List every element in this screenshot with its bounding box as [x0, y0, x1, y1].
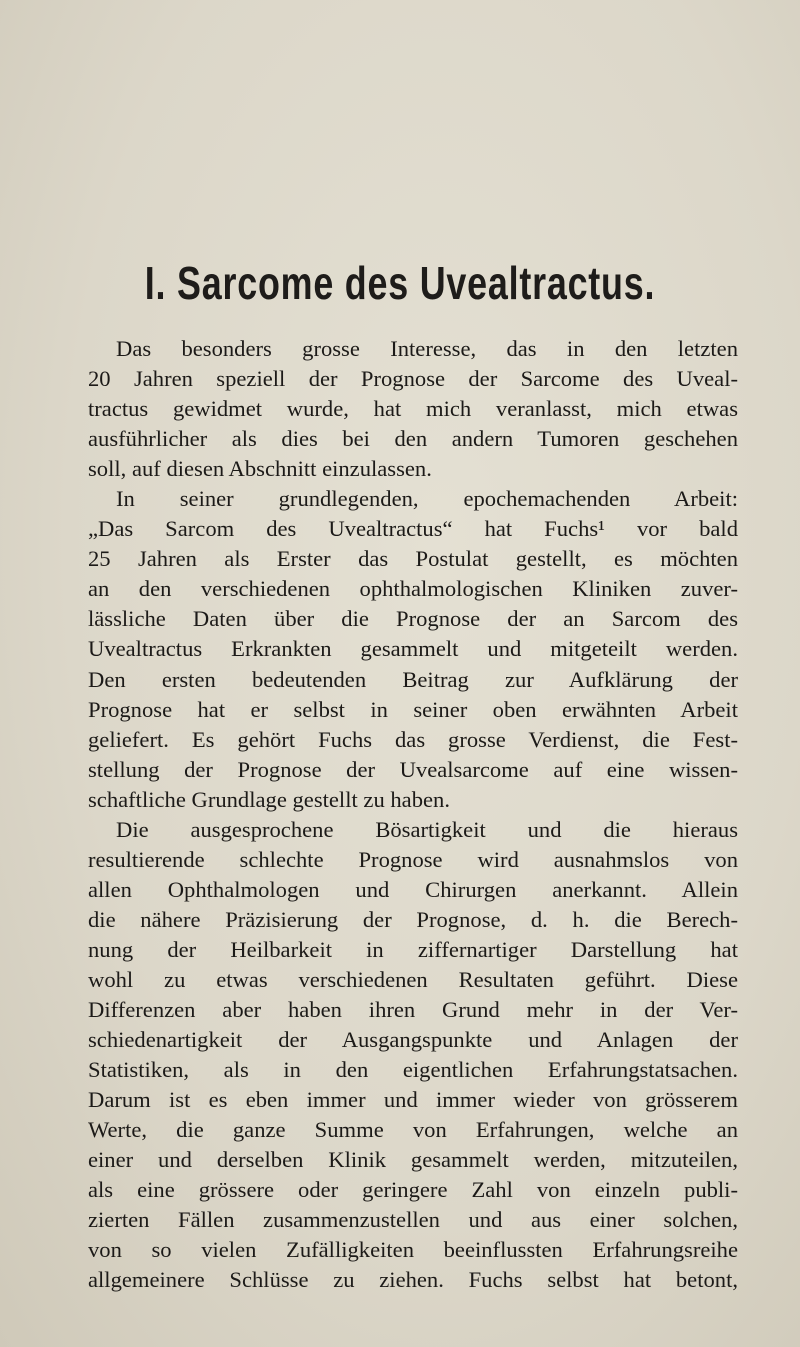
text-line: einer und derselben Klinik gesammelt werden, mitzuteilen,	[88, 1147, 738, 1173]
text-line: nung der Heilbarkeit in ziffernartiger Darstellung hat	[88, 936, 738, 962]
text-line: soll, auf diesen Abschnitt einzulassen.	[88, 456, 432, 482]
text-line: Die ausgesprochene Bösartigkeit und die hieraus	[116, 816, 738, 842]
text-line: resultierende schlechte Prognose wird ausnahmslos von	[88, 846, 738, 872]
text-line: Statistiken, als in den eigentlichen Erfahrungstatsachen.	[88, 1057, 738, 1083]
text-line: von so vielen Zufälligkeiten beeinflussten Erfahrungsreihe	[88, 1237, 738, 1263]
text-line: schaftliche Grundlage gestellt zu haben.	[88, 786, 450, 812]
text-line: geliefert. Es gehört Fuchs das grosse Verdienst, die Fest-	[88, 726, 738, 752]
body-text	[88, 334, 738, 1296]
text-line: Uvealtractus Erkrankten gesammelt und mitgeteilt werden.	[88, 636, 738, 662]
text-line: 25 Jahren als Erster das Postulat gestellt, es möchten	[88, 546, 738, 572]
text-line: Das besonders grosse Interesse, das in den letzten	[116, 336, 738, 361]
text-line: „Das Sarcom des Uvealtractus“ hat Fuchs¹ vor bald	[88, 516, 738, 542]
text-line: Werte, die ganze Summe von Erfahrungen, welche an	[88, 1117, 738, 1143]
text-line: 20 Jahren speziell der Prognose der Sarcome des Uveal-	[88, 366, 738, 392]
text-line: allen Ophthalmologen und Chirurgen anerkannt. Allein	[88, 876, 738, 902]
text-line: lässliche Daten über die Prognose der an Sarcom des	[88, 606, 738, 632]
text-line: Den ersten bedeutenden Beitrag zur Aufklärung der	[88, 666, 738, 692]
text-line: Darum ist es eben immer und immer wieder von grösserem	[88, 1087, 738, 1113]
text-line: zierten Fällen zusammenzustellen und aus einer solchen,	[88, 1207, 738, 1233]
text-line: stellung der Prognose der Uvealsarcome auf eine wissen-	[88, 756, 738, 782]
text-line: allgemeinere Schlüsse zu ziehen. Fuchs selbst hat betont,	[88, 1267, 738, 1293]
text-line: Differenzen aber haben ihren Grund mehr in der Ver-	[88, 997, 738, 1023]
text-line: schiedenartigkeit der Ausgangspunkte und Anlagen der	[88, 1027, 738, 1053]
text-line: wohl zu etwas verschiedenen Resultaten geführt. Diese	[88, 966, 738, 992]
text-line: als eine grössere oder geringere Zahl von einzeln publi-	[88, 1177, 738, 1203]
text-line: die nähere Präzisierung der Prognose, d. h. die Berech-	[88, 906, 738, 932]
text-line: In seiner grundlegenden, epochemachenden Arbeit:	[116, 486, 738, 512]
text-line: tractus gewidmet wurde, hat mich veranlasst, mich etwas	[88, 396, 738, 422]
text-line: ausführlicher als dies bei den andern Tumoren geschehen	[88, 426, 738, 452]
text-line: Prognose hat er selbst in seiner oben erwähnten Arbeit	[88, 696, 738, 722]
chapter-heading: I. Sarcome des Uvealtractus.	[144, 257, 656, 309]
text-line: an den verschiedenen ophthalmologischen Kliniken zuver-	[88, 576, 738, 602]
